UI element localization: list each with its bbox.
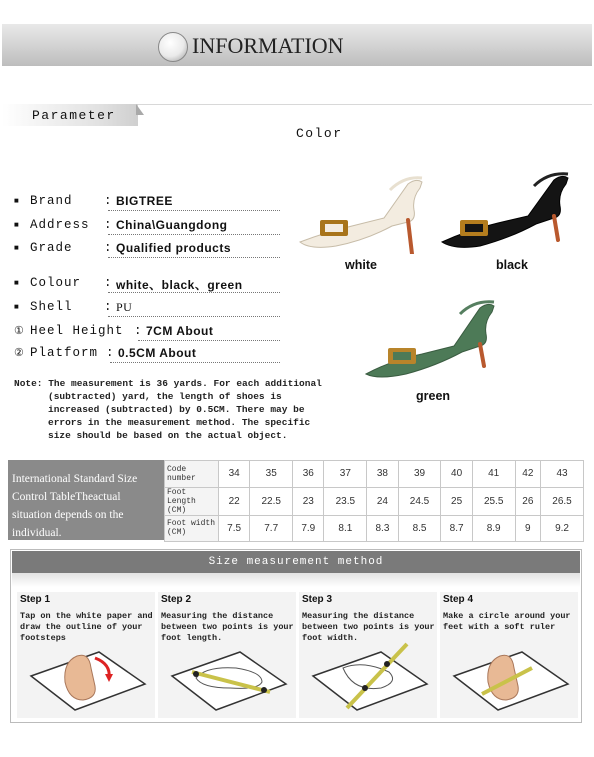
spec-bullet: ■ bbox=[14, 303, 20, 312]
step-text: Tap on the white paper and draw the outline of your footsteps bbox=[20, 611, 153, 643]
table-row bbox=[165, 515, 584, 542]
spec-value: white、black、green bbox=[116, 278, 243, 292]
table-cell: 34 bbox=[219, 461, 250, 488]
spec-bullet: ■ bbox=[14, 221, 20, 230]
dotted-line bbox=[108, 234, 280, 235]
size-table bbox=[164, 460, 584, 542]
spec-bullet: ■ bbox=[14, 197, 20, 206]
row-label: Foot width (CM) bbox=[165, 515, 219, 542]
spec-value: PU bbox=[116, 300, 133, 314]
spec-sep: : bbox=[106, 346, 115, 360]
spec-bullet: ① bbox=[14, 326, 25, 338]
foot-width-illustration bbox=[307, 638, 431, 712]
shoe-green-image bbox=[362, 296, 502, 380]
table-cell: 7.5 bbox=[219, 515, 250, 542]
table-cell: 43 bbox=[541, 461, 584, 488]
table-cell: 9 bbox=[515, 515, 540, 542]
spec-key: Shell bbox=[30, 300, 73, 314]
step-4-card bbox=[440, 592, 578, 718]
parameter-label: Parameter bbox=[32, 108, 116, 123]
table-cell: 24 bbox=[367, 487, 398, 515]
table-cell: 40 bbox=[441, 461, 472, 488]
spec-value: China\Guangdong bbox=[116, 218, 228, 232]
spec-value: 7CM About bbox=[146, 324, 214, 338]
spec-key: Address bbox=[30, 218, 90, 232]
step-title: Step 1 bbox=[20, 594, 51, 605]
spec-bullet: ■ bbox=[14, 279, 20, 288]
table-cell: 25.5 bbox=[472, 487, 515, 515]
table-cell: 8.5 bbox=[398, 515, 441, 542]
banner-title: INFORMATION bbox=[192, 33, 344, 58]
table-cell: 38 bbox=[367, 461, 398, 488]
shoe-label-green: green bbox=[416, 389, 451, 403]
table-cell: 7.7 bbox=[250, 515, 293, 542]
spec-sep: : bbox=[104, 194, 113, 208]
method-title: Size measurement method bbox=[12, 551, 580, 573]
table-cell: 35 bbox=[250, 461, 293, 488]
spec-value: 0.5CM About bbox=[118, 346, 197, 360]
shoe-black-image bbox=[438, 168, 578, 252]
spec-value: BIGTREE bbox=[116, 194, 173, 208]
parameter-tab-corner bbox=[136, 104, 144, 115]
spec-row-colour bbox=[14, 276, 280, 294]
step-text: Make a circle around your feet with a soft ruler bbox=[443, 611, 571, 632]
measurement-note bbox=[14, 377, 322, 442]
spec-sep: : bbox=[104, 241, 113, 255]
spec-key: Heel Height bbox=[30, 324, 124, 338]
dotted-line bbox=[108, 210, 280, 211]
spec-bullet: ■ bbox=[14, 244, 20, 253]
spec-key: Grade bbox=[30, 241, 73, 255]
table-cell: 8.9 bbox=[472, 515, 515, 542]
spec-key: Colour bbox=[30, 276, 82, 290]
dotted-line bbox=[108, 292, 280, 293]
dotted-line bbox=[108, 316, 280, 317]
spec-row-heel-height bbox=[14, 324, 280, 342]
table-cell: 41 bbox=[472, 461, 515, 488]
table-row bbox=[165, 487, 584, 515]
spec-sep: : bbox=[104, 276, 113, 290]
step-3-card bbox=[299, 592, 437, 718]
soft-ruler-illustration bbox=[448, 638, 572, 712]
spec-key: Brand bbox=[30, 194, 73, 208]
table-cell: 8.7 bbox=[441, 515, 472, 542]
spec-bullet: ② bbox=[14, 348, 25, 360]
table-cell: 24.5 bbox=[398, 487, 441, 515]
table-cell: 22 bbox=[219, 487, 250, 515]
note-first-line: Note: The measurement is 36 yards. For each additional bbox=[14, 378, 322, 389]
spec-sep: : bbox=[134, 324, 143, 338]
note-body: (subtracted) yard, the length of shoes is increased (subtracted) by 0.5CM. There may be errors in the measurement method. The specific size should be based on the actual object. bbox=[48, 391, 311, 441]
step-2-card bbox=[158, 592, 296, 718]
spec-row-brand bbox=[14, 194, 280, 212]
table-cell: 23.5 bbox=[324, 487, 367, 515]
row-label: Foot Length (CM) bbox=[165, 487, 219, 515]
table-cell: 7.9 bbox=[293, 515, 324, 542]
spec-row-address bbox=[14, 218, 280, 236]
size-table-description: International Standard Size Control TableTheactual situation depends on the individual. bbox=[8, 460, 164, 540]
dotted-line bbox=[108, 257, 280, 258]
table-cell: 37 bbox=[324, 461, 367, 488]
shoe-label-black: black bbox=[496, 258, 528, 272]
table-cell: 36 bbox=[293, 461, 324, 488]
dotted-line bbox=[138, 340, 280, 341]
table-cell: 23 bbox=[293, 487, 324, 515]
step-text: Measuring the distance between two points is your foot width. bbox=[302, 611, 435, 643]
spec-key: Platform bbox=[30, 346, 99, 360]
spec-sep: : bbox=[104, 300, 113, 314]
color-title: Color bbox=[296, 126, 343, 141]
row-label: Code number bbox=[165, 461, 219, 488]
table-cell: 39 bbox=[398, 461, 441, 488]
step-title: Step 2 bbox=[161, 594, 192, 605]
step-title: Step 3 bbox=[302, 594, 333, 605]
spec-row-grade bbox=[14, 241, 280, 259]
foot-length-illustration bbox=[166, 638, 290, 712]
spec-row-shell bbox=[14, 300, 280, 318]
dotted-line bbox=[110, 362, 280, 363]
shoe-white-image bbox=[296, 170, 432, 254]
table-cell: 8.3 bbox=[367, 515, 398, 542]
table-cell: 26 bbox=[515, 487, 540, 515]
step-1-card bbox=[17, 592, 155, 718]
table-cell: 26.5 bbox=[541, 487, 584, 515]
table-row bbox=[165, 461, 584, 488]
method-header-shade bbox=[12, 573, 580, 587]
spec-sep: : bbox=[104, 218, 113, 232]
table-cell: 22.5 bbox=[250, 487, 293, 515]
foot-outline-illustration bbox=[25, 638, 149, 712]
table-cell: 9.2 bbox=[541, 515, 584, 542]
step-title: Step 4 bbox=[443, 594, 474, 605]
table-cell: 8.1 bbox=[324, 515, 367, 542]
step-text: Measuring the distance between two points is your foot length. bbox=[161, 611, 294, 643]
spec-value: Qualified products bbox=[116, 241, 232, 255]
table-cell: 25 bbox=[441, 487, 472, 515]
shoe-label-white: white bbox=[345, 258, 377, 272]
table-cell: 42 bbox=[515, 461, 540, 488]
circle-icon bbox=[158, 32, 188, 62]
spec-row-platform bbox=[14, 346, 280, 364]
